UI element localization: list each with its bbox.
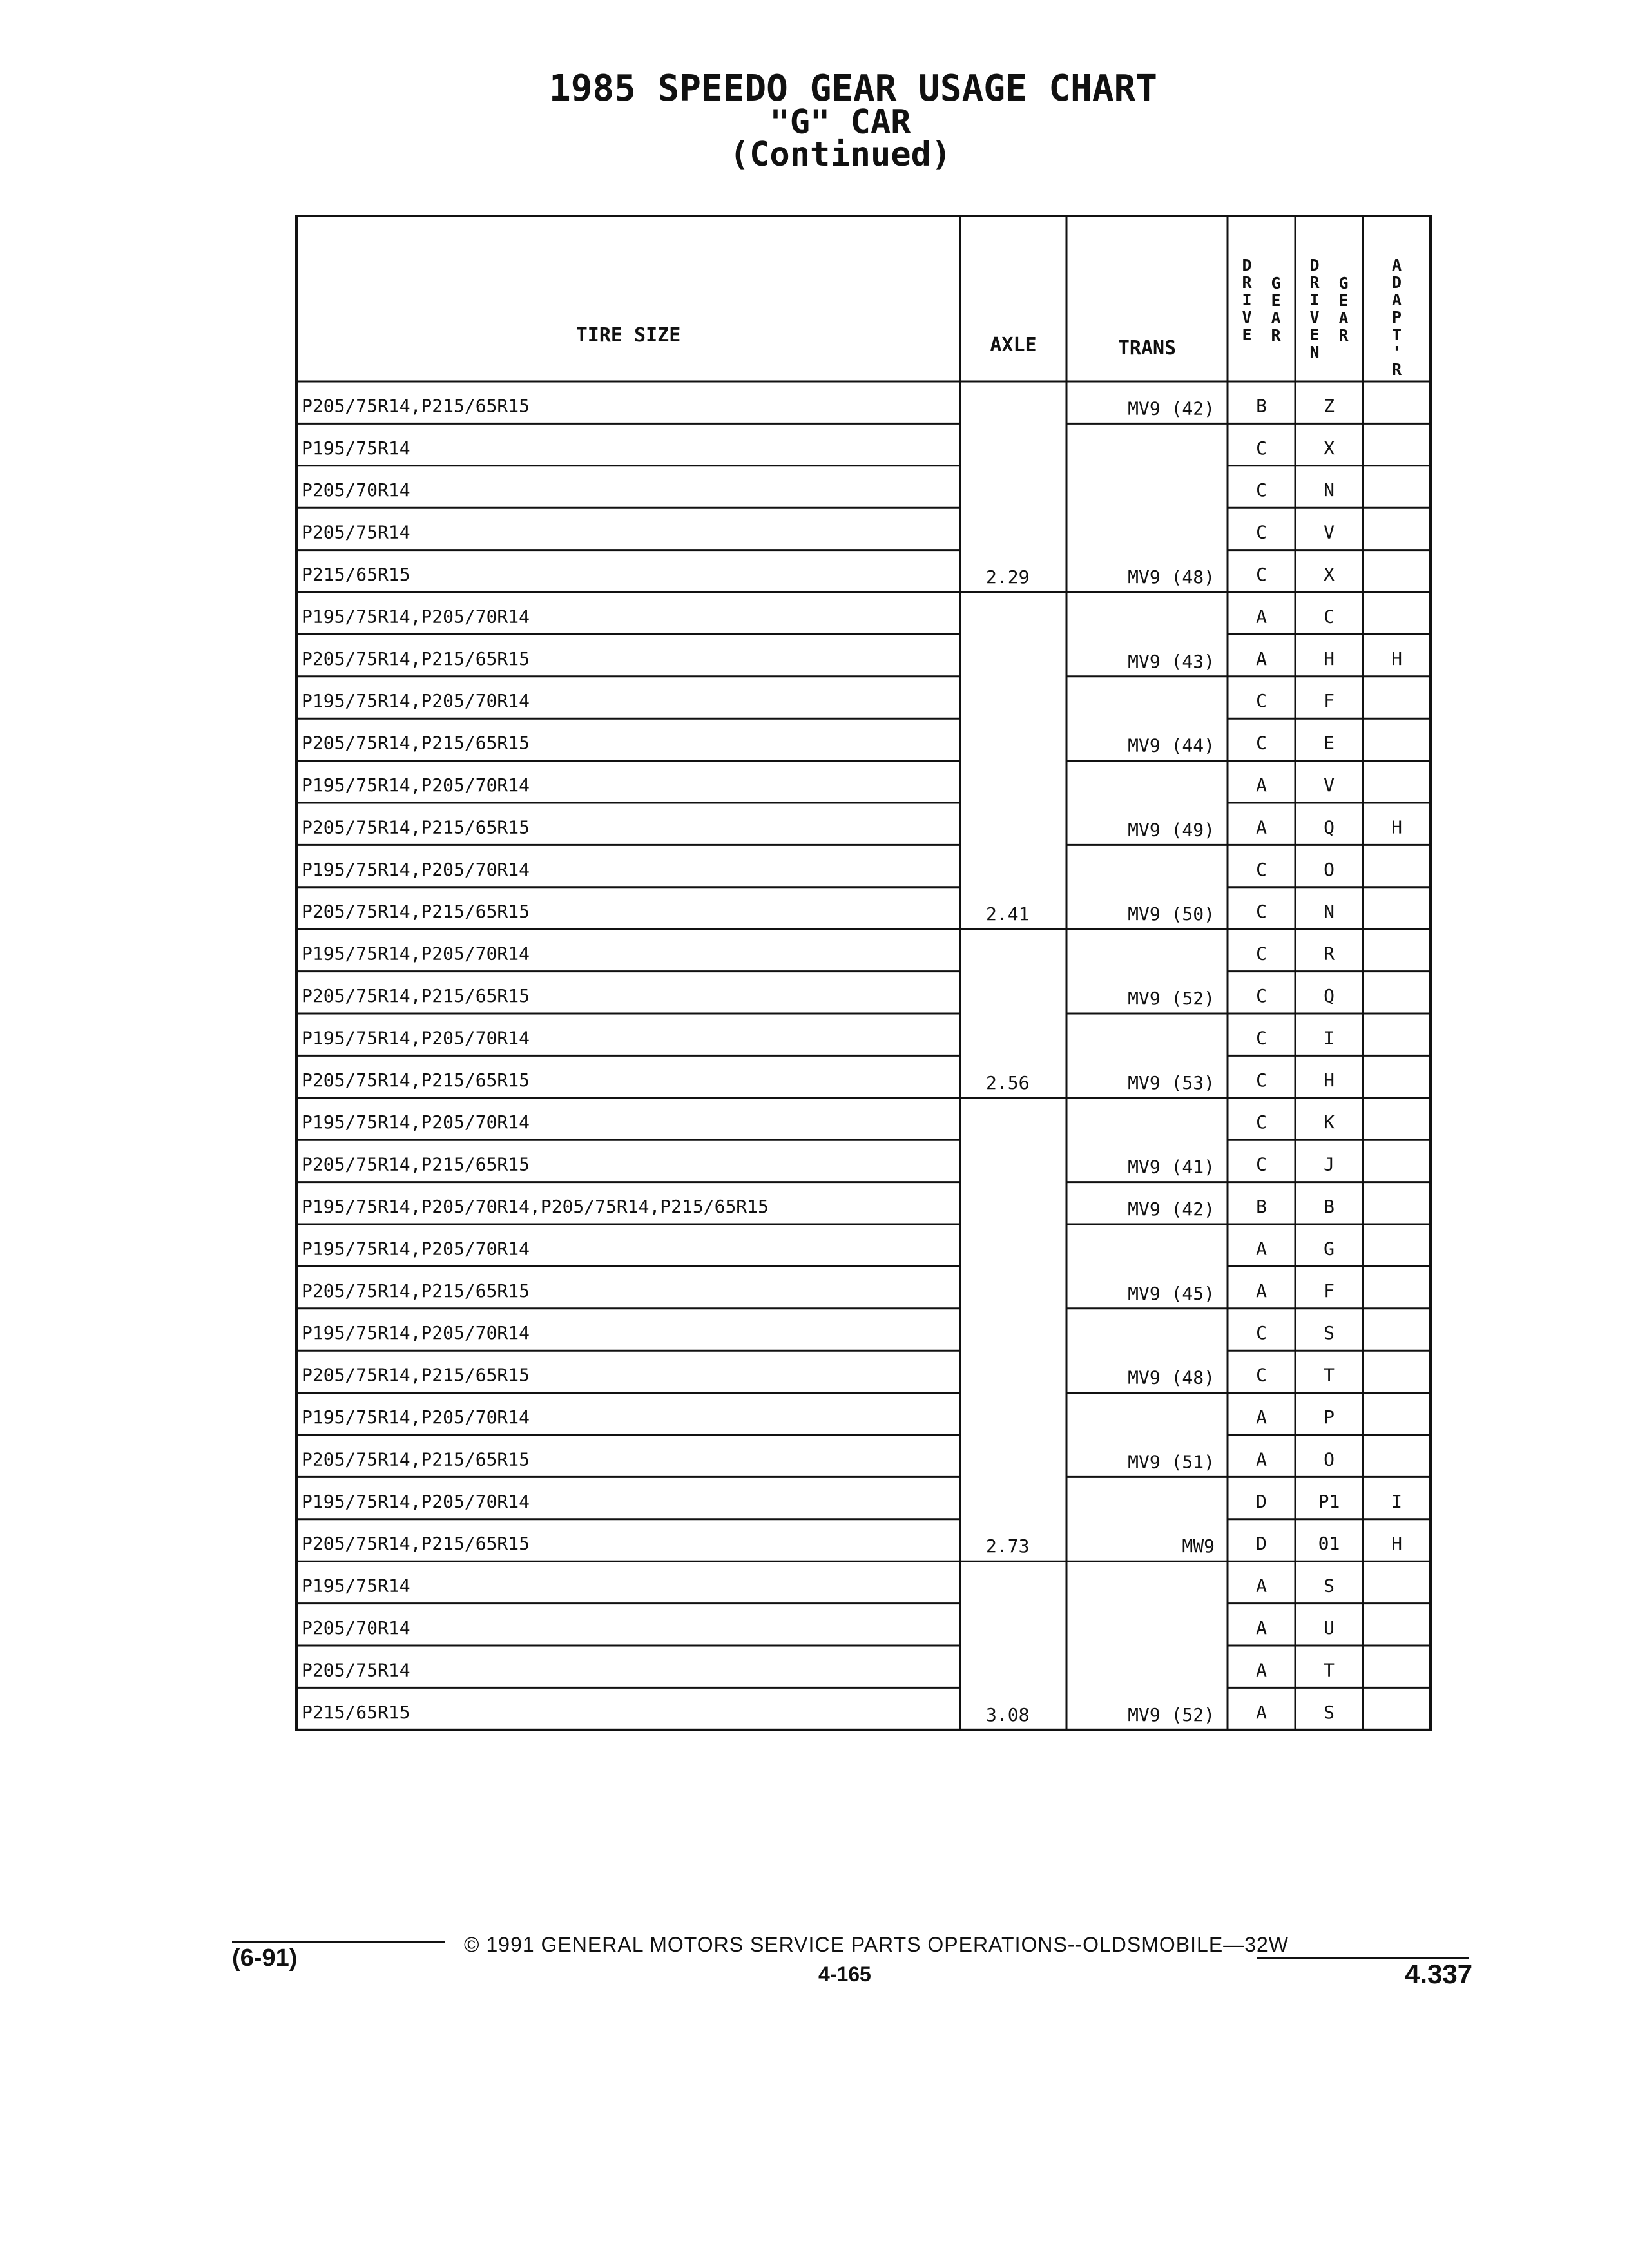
driven-gear-cell: K <box>1324 1111 1335 1133</box>
drive-gear-cell: C <box>1256 479 1267 501</box>
tire-size-cell: P205/75R14,P215/65R15 <box>302 985 530 1006</box>
drive-gear-cell: C <box>1256 690 1267 712</box>
driven-gear-cell: J <box>1324 1153 1335 1175</box>
header-driven-word: D R I V E N <box>1309 256 1320 361</box>
driven-gear-cell: F <box>1324 1280 1335 1302</box>
adapter-cell: I <box>1391 1490 1402 1512</box>
axle-value: 2.56 <box>986 1072 1030 1093</box>
driven-gear-cell: T <box>1324 1364 1335 1386</box>
drive-gear-cell: A <box>1256 1407 1267 1428</box>
adapter-cell: H <box>1391 1533 1402 1555</box>
drive-gear-cell: A <box>1256 1617 1267 1639</box>
driven-gear-cell: P <box>1324 1407 1335 1428</box>
trans-value: MV9 (44) <box>1128 735 1215 756</box>
drive-gear-cell: C <box>1256 564 1267 585</box>
drive-gear-cell: B <box>1256 395 1267 417</box>
trans-value: MV9 (52) <box>1128 988 1215 1009</box>
driven-gear-cell: H <box>1324 1069 1335 1091</box>
driven-gear-cell: F <box>1324 690 1335 712</box>
drive-gear-cell: A <box>1256 1701 1267 1723</box>
driven-gear-cell: V <box>1324 521 1335 543</box>
drive-gear-cell: A <box>1256 1238 1267 1260</box>
driven-gear-cell: C <box>1324 606 1335 628</box>
drive-gear-cell: C <box>1256 732 1267 754</box>
header-tire-size: TIRE SIZE <box>575 324 681 347</box>
tire-size-cell: P205/75R14,P215/65R15 <box>302 1280 530 1302</box>
trans-value: MV9 (45) <box>1128 1282 1215 1304</box>
tire-size-cell: P205/75R14,P215/65R15 <box>302 1069 530 1091</box>
tire-size-cell: P195/75R14,P205/70R14 <box>302 1238 530 1260</box>
driven-gear-cell: U <box>1324 1617 1335 1639</box>
driven-gear-cell: 01 <box>1318 1533 1340 1555</box>
drive-gear-cell: B <box>1256 1196 1267 1217</box>
tire-size-cell: P195/75R14,P205/70R14 <box>302 858 530 880</box>
footer-rule-left <box>232 1941 445 1943</box>
drive-gear-cell: D <box>1256 1490 1267 1512</box>
driven-gear-cell: S <box>1324 1322 1335 1344</box>
tire-size-cell: P195/75R14,P205/70R14 <box>302 606 530 628</box>
tire-size-cell: P205/75R14,P215/65R15 <box>302 1533 530 1555</box>
tire-size-cell: P205/70R14 <box>302 479 410 501</box>
trans-value: MV9 (51) <box>1128 1451 1215 1473</box>
page-continued-label: (Continued) <box>729 135 952 174</box>
driven-gear-cell: S <box>1324 1575 1335 1597</box>
driven-gear-cell: X <box>1324 437 1335 459</box>
footer-copyright: © 1991 GENERAL MOTORS SERVICE PARTS OPERATIONS--OLDSMOBILE—32W <box>464 1933 1289 1956</box>
drive-gear-cell: A <box>1256 1659 1267 1681</box>
tire-size-cell: P195/75R14 <box>302 437 410 459</box>
trans-value: MV9 (52) <box>1128 1704 1215 1725</box>
drive-gear-cell: A <box>1256 774 1267 796</box>
drive-gear-cell: A <box>1256 648 1267 669</box>
tire-size-cell: P205/75R14,P215/65R15 <box>302 901 530 923</box>
driven-gear-cell: R <box>1324 943 1335 965</box>
axle-value: 3.08 <box>986 1704 1030 1725</box>
drive-gear-cell: A <box>1256 816 1267 838</box>
drive-gear-cell: A <box>1256 1280 1267 1302</box>
trans-value: MV9 (49) <box>1128 819 1215 841</box>
header-drive-gear-word: G E A R <box>1271 274 1281 345</box>
page-subtitle: "G" CAR <box>769 103 911 142</box>
tire-size-cell: P195/75R14,P205/70R14,P205/75R14,P215/65R15 <box>302 1196 769 1217</box>
trans-value: MV9 (42) <box>1128 1198 1215 1220</box>
tire-size-cell: P205/75R14,P215/65R15 <box>302 1153 530 1175</box>
driven-gear-cell: Q <box>1324 985 1335 1006</box>
drive-gear-cell: C <box>1256 1027 1267 1049</box>
driven-gear-cell: V <box>1324 774 1335 796</box>
drive-gear-cell: C <box>1256 521 1267 543</box>
tire-size-cell: P195/75R14,P205/70R14 <box>302 1322 530 1344</box>
trans-value: MV9 (43) <box>1128 650 1215 672</box>
drive-gear-cell: C <box>1256 1322 1267 1344</box>
drive-gear-cell: C <box>1256 1364 1267 1386</box>
tire-size-cell: P205/75R14,P215/65R15 <box>302 395 530 417</box>
driven-gear-cell: H <box>1324 648 1335 669</box>
tire-size-cell: P195/75R14,P205/70R14 <box>302 1027 530 1049</box>
driven-gear-cell: O <box>1324 1448 1335 1470</box>
tire-size-cell: P205/75R14 <box>302 1659 410 1681</box>
drive-gear-cell: C <box>1256 1069 1267 1091</box>
drive-gear-cell: C <box>1256 1153 1267 1175</box>
tire-size-cell: P195/75R14,P205/70R14 <box>302 774 530 796</box>
trans-value: MV9 (48) <box>1128 566 1215 588</box>
footer-revision: (6-91) <box>232 1945 298 1972</box>
driven-gear-cell: P1 <box>1318 1490 1340 1512</box>
tire-size-cell: P215/65R15 <box>302 1701 410 1723</box>
trans-value: MV9 (50) <box>1128 903 1215 925</box>
driven-gear-cell: O <box>1324 858 1335 880</box>
header-adapter: A D A P T ' R <box>1391 256 1402 379</box>
tire-size-cell: P195/75R14,P205/70R14 <box>302 943 530 965</box>
axle-value: 2.73 <box>986 1535 1030 1557</box>
footer-page-number: 4-165 <box>818 1963 871 1986</box>
adapter-cell: H <box>1391 816 1402 838</box>
trans-value: MV9 (41) <box>1128 1156 1215 1178</box>
tire-size-cell: P205/75R14,P215/65R15 <box>302 732 530 754</box>
tire-size-cell: P205/70R14 <box>302 1617 410 1639</box>
drive-gear-cell: A <box>1256 1448 1267 1470</box>
driven-gear-cell: N <box>1324 479 1335 501</box>
drive-gear-cell: C <box>1256 858 1267 880</box>
tire-size-cell: P215/65R15 <box>302 564 410 585</box>
driven-gear-cell: E <box>1324 732 1335 754</box>
tire-size-cell: P195/75R14 <box>302 1575 410 1597</box>
trans-value: MV9 (48) <box>1128 1367 1215 1389</box>
driven-gear-cell: I <box>1324 1027 1335 1049</box>
drive-gear-cell: C <box>1256 943 1267 965</box>
header-driven-gear-word: G E A R <box>1338 274 1349 345</box>
tire-size-cell: P195/75R14,P205/70R14 <box>302 1490 530 1512</box>
tire-size-cell: P205/75R14,P215/65R15 <box>302 816 530 838</box>
tire-size-cell: P195/75R14,P205/70R14 <box>302 690 530 712</box>
tire-size-cell: P205/75R14,P215/65R15 <box>302 1364 530 1386</box>
driven-gear-cell: Q <box>1324 816 1335 838</box>
trans-value: MV9 (53) <box>1128 1072 1215 1093</box>
header-trans: TRANS <box>1117 337 1177 360</box>
tire-size-cell: P205/75R14,P215/65R15 <box>302 648 530 669</box>
axle-value: 2.29 <box>986 566 1030 588</box>
header-axle: AXLE <box>990 334 1037 356</box>
driven-gear-cell: X <box>1324 564 1335 585</box>
drive-gear-cell: C <box>1256 437 1267 459</box>
driven-gear-cell: S <box>1324 1701 1335 1723</box>
tire-size-cell: P195/75R14,P205/70R14 <box>302 1111 530 1133</box>
page-title: 1985 SPEEDO GEAR USAGE CHART <box>548 68 1157 110</box>
tire-size-cell: P205/75R14 <box>302 521 410 543</box>
drive-gear-cell: D <box>1256 1533 1267 1555</box>
trans-value: MW9 <box>1182 1535 1215 1557</box>
drive-gear-cell: A <box>1256 606 1267 628</box>
adapter-cell: H <box>1391 648 1402 669</box>
driven-gear-cell: G <box>1324 1238 1335 1260</box>
header-drive-word: D R I V E <box>1242 256 1252 344</box>
drive-gear-cell: A <box>1256 1575 1267 1597</box>
footer-section-number: 4.337 <box>1405 1959 1473 1989</box>
tire-size-cell: P205/75R14,P215/65R15 <box>302 1448 530 1470</box>
driven-gear-cell: T <box>1324 1659 1335 1681</box>
drive-gear-cell: C <box>1256 901 1267 923</box>
trans-value: MV9 (42) <box>1128 398 1215 419</box>
tire-size-cell: P195/75R14,P205/70R14 <box>302 1407 530 1428</box>
driven-gear-cell: Z <box>1324 395 1335 417</box>
driven-gear-cell: N <box>1324 901 1335 923</box>
driven-gear-cell: B <box>1324 1196 1335 1217</box>
drive-gear-cell: C <box>1256 985 1267 1006</box>
drive-gear-cell: C <box>1256 1111 1267 1133</box>
axle-value: 2.41 <box>986 903 1030 925</box>
